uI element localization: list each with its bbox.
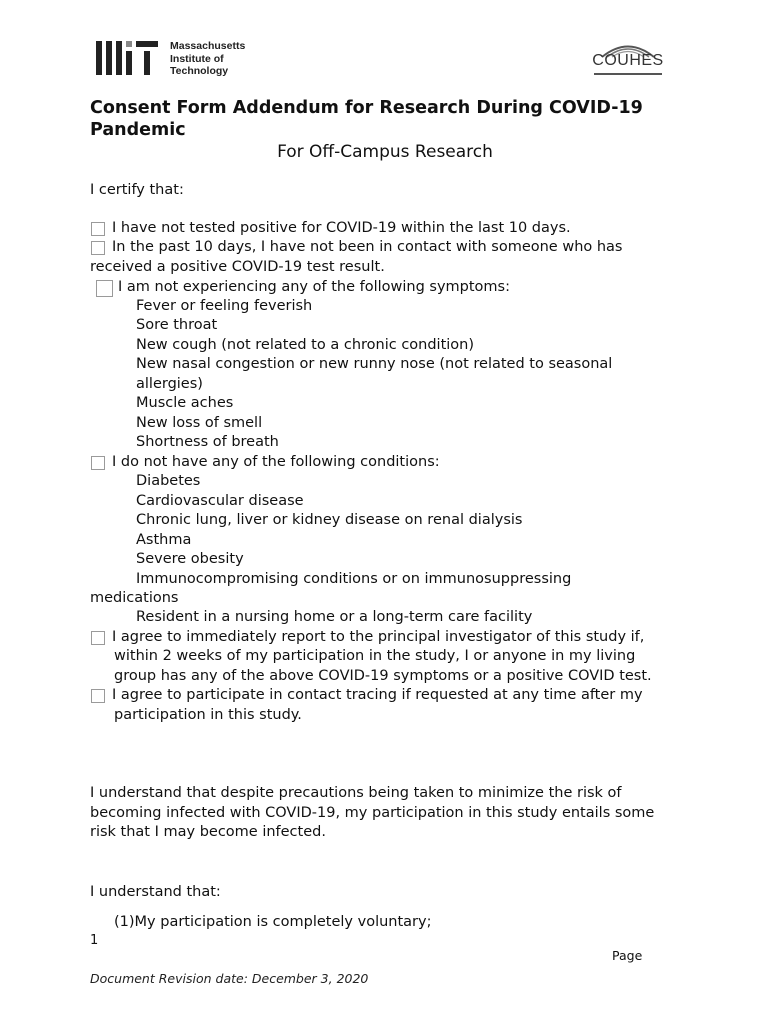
- condition-item: Diabetes: [136, 473, 201, 489]
- couhes-underline: [594, 73, 662, 75]
- couhes-label: COUHES: [592, 52, 664, 69]
- checkbox-conditions[interactable]: [91, 456, 105, 470]
- item-conditions-intro: I do not have any of the following conditions:: [112, 454, 440, 470]
- item-contact-line-1: In the past 10 days, I have not been in contact with someone who has: [112, 239, 623, 255]
- page-subtitle: For Off-Campus Research: [277, 142, 493, 162]
- symptom-item: New cough (not related to a chronic condition): [136, 337, 475, 353]
- logo-line-2: Institute of: [170, 52, 224, 65]
- item-contact-line-2: received a positive COVID-19 test result.: [90, 259, 385, 275]
- condition-item: Resident in a nursing home or a long-term care facility: [136, 609, 533, 625]
- item-tested: I have not tested positive for COVID-19 within the last 10 days.: [112, 220, 571, 236]
- condition-item: Asthma: [136, 532, 192, 548]
- condition-item-wrap: medications: [90, 590, 179, 606]
- logo-line-1: Massachusetts: [170, 40, 246, 52]
- item-report-line-2: within 2 weeks of my participation in the study, I or anyone in my living: [114, 648, 636, 664]
- condition-item: Immunocompromising conditions or on immunosuppressing: [136, 571, 572, 587]
- symptom-item: New nasal congestion or new runny nose (not related to seasonal: [136, 356, 613, 372]
- condition-item: Chronic lung, liver or kidney disease on renal dialysis: [136, 512, 523, 528]
- symptom-item: allergies): [136, 376, 203, 392]
- item-report-line-3: group has any of the above COVID-19 symptoms or a positive COVID test.: [114, 668, 652, 684]
- mit-wordmark: [170, 40, 245, 78]
- item-tracing-line-2: participation in this study.: [114, 707, 302, 723]
- checkbox-symptoms[interactable]: [96, 280, 113, 297]
- symptom-item: Sore throat: [136, 317, 218, 333]
- item-tracing-line-1: I agree to participate in contact tracing if requested at any time after my: [112, 687, 643, 703]
- certify-intro: I certify that:: [90, 182, 184, 198]
- symptom-item: New loss of smell: [136, 415, 263, 431]
- risk-paragraph-line-3: risk that I may become infected.: [90, 824, 326, 840]
- symptom-item: Fever or feeling feverish: [136, 298, 313, 314]
- symptom-item: Muscle aches: [136, 395, 234, 411]
- page-title: Consent Form Addendum for Research During COVID-19 Pandemic: [90, 98, 643, 140]
- risk-paragraph-line-1: I understand that despite precautions being taken to minimize the risk of: [90, 785, 622, 801]
- mit-logo-icon: [96, 41, 158, 75]
- understand-item: (1)My participation is completely voluntary;: [114, 914, 432, 930]
- couhes-logo: [588, 38, 668, 82]
- understand-intro: I understand that:: [90, 884, 221, 900]
- page-number: 1: [90, 933, 99, 948]
- revision-date-footer: Document Revision date: December 3, 2020: [90, 971, 369, 986]
- condition-item: Severe obesity: [136, 551, 244, 567]
- item-report-line-1: I agree to immediately report to the principal investigator of this study if,: [112, 629, 645, 645]
- logo-line-3: Technology: [170, 65, 229, 77]
- risk-paragraph-line-2: becoming infected with COVID-19, my participation in this study entails some: [90, 805, 655, 821]
- item-symptoms-intro: I am not experiencing any of the following symptoms:: [118, 279, 510, 295]
- page-label: Page: [612, 948, 643, 963]
- checkbox-tested[interactable]: [91, 222, 105, 236]
- checkbox-contact[interactable]: [91, 241, 105, 255]
- checkbox-report[interactable]: [91, 631, 105, 645]
- symptom-item: Shortness of breath: [136, 434, 279, 450]
- checkbox-tracing[interactable]: [91, 689, 105, 703]
- condition-item: Cardiovascular disease: [136, 493, 304, 509]
